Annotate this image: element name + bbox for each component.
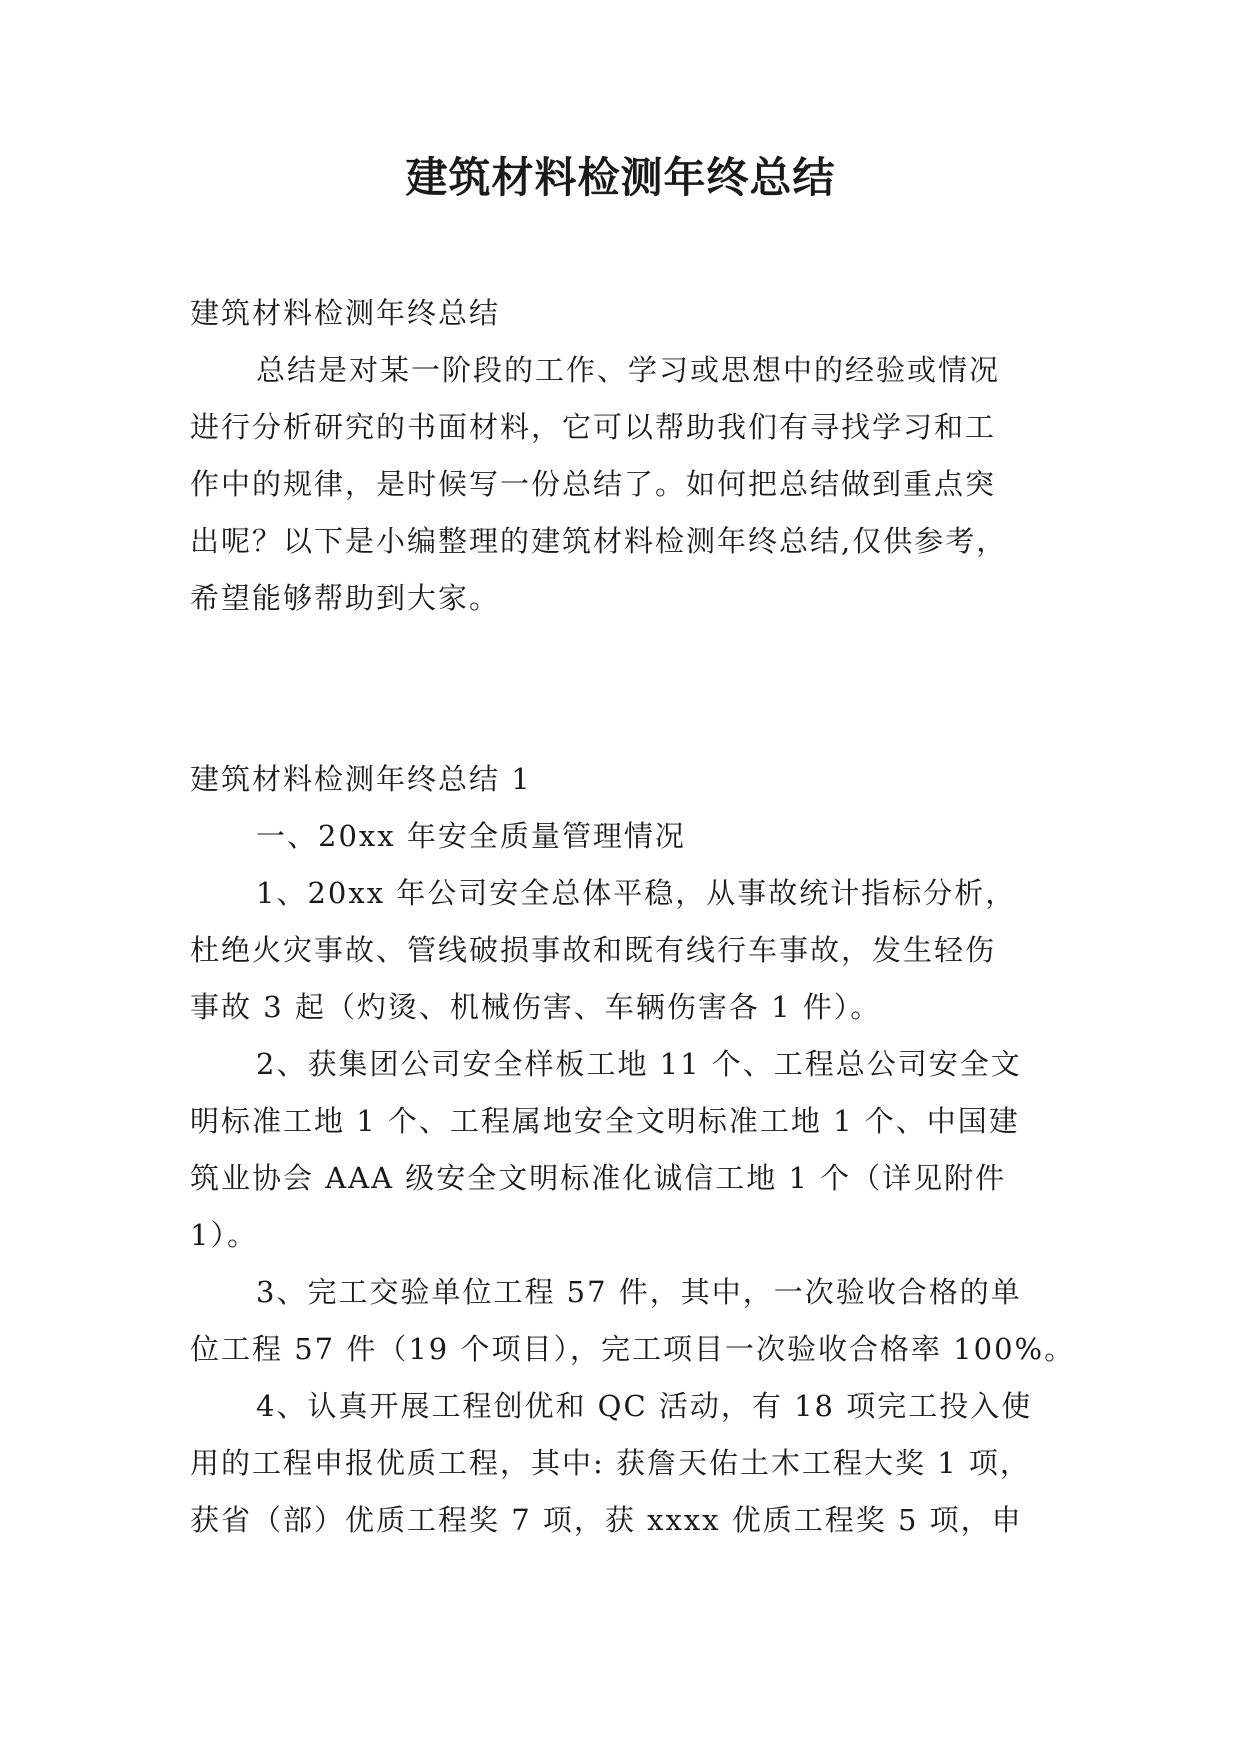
intro-section <box>190 285 1060 627</box>
paragraph-line: 4、认真开展工程创优和 QC 活动，有 18 项完工投入使 <box>256 1389 1033 1423</box>
intro-line: 总结是对某一阶段的工作、学习或思想中的经验或情况 <box>256 353 1001 387</box>
paragraph-line: 3、完工交验单位工程 57 件，其中，一次验收合格的单 <box>256 1275 1022 1309</box>
paragraph-line: 事故 3 起（灼烫、机械伤害、车辆伤害各 1 件）。 <box>190 990 882 1024</box>
section-1-subheading: 一、20xx 年安全质量管理情况 <box>256 819 686 853</box>
section-1 <box>190 751 1076 1549</box>
paragraph-line: 1、20xx 年公司安全总体平稳，从事故统计指标分析， <box>256 876 1017 910</box>
paragraph-line: 1）。 <box>190 1218 258 1252</box>
section-1-heading: 建筑材料检测年终总结 1 <box>190 762 532 796</box>
paragraph-line: 用的工程申报优质工程，其中: 获詹天佑土木工程大奖 1 项， <box>190 1446 1031 1480</box>
paragraph-line: 位工程 57 件（19 个项目），完工项目一次验收合格率 100%。 <box>190 1332 1076 1366</box>
paragraph-line: 获省（部）优质工程奖 7 项，获 xxxx 优质工程奖 5 项，申 <box>190 1503 1023 1537</box>
paragraph-line: 明标准工地 1 个、工程属地安全文明标准工地 1 个、中国建 <box>190 1104 1020 1138</box>
paragraph-line: 筑业协会 AAA 级安全文明标准化诚信工地 1 个（详见附件 <box>190 1161 1007 1195</box>
intro-line: 希望能够帮助到大家。 <box>190 581 501 615</box>
document-title: 建筑材料检测年终总结 <box>405 153 836 202</box>
intro-line: 进行分析研究的书面材料，它可以帮助我们有寻找学习和工 <box>190 410 997 444</box>
intro-heading: 建筑材料检测年终总结 <box>190 296 501 330</box>
intro-line: 作中的规律，是时候写一份总结了。如何把总结做到重点突 <box>190 467 997 501</box>
paragraph-line: 2、获集团公司安全样板工地 11 个、工程总公司安全文 <box>256 1047 1022 1081</box>
paragraph-line: 杜绝火灾事故、管线破损事故和既有线行车事故，发生轻伤 <box>190 933 997 967</box>
intro-line: 出呢？以下是小编整理的建筑材料检测年终总结,仅供参考， <box>190 524 1008 558</box>
